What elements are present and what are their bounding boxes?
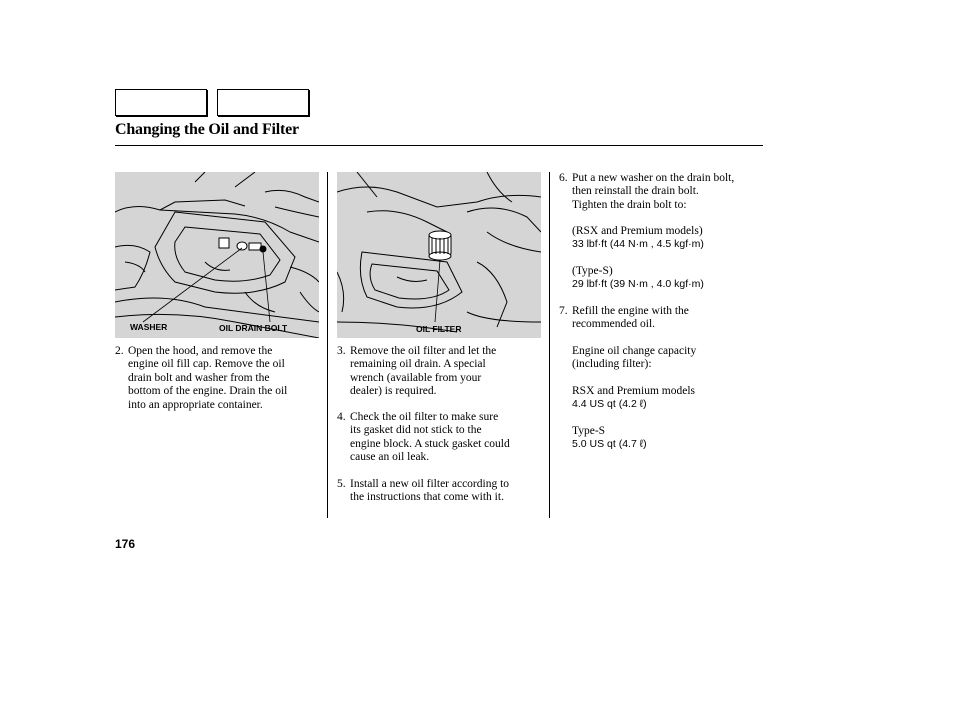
step-line: drain bolt and washer from the [128,371,270,384]
drain-bolt-illustration [115,172,319,338]
torque-rsx [572,225,704,252]
nav-tab-box[interactable] [217,89,309,116]
capacity-rsx [572,385,695,412]
step-line: wrench (available from your [350,371,482,384]
oil-filter-label: OIL FILTER [416,324,462,334]
step-line: Install a new oil filter according to [350,478,510,490]
step-line: then reinstall the drain bolt. [572,185,699,198]
step-line: dealer) is required. [350,385,437,398]
step-line: recommended oil. [572,318,656,331]
step-number: 4. [337,411,346,423]
capacity-types-value: 5.0 US qt (4.7 ℓ) [572,438,647,451]
torque-rsx-label: (RSX and Premium models) [572,225,703,237]
step-line: Refill the engine with the [572,305,689,317]
step-7 [559,305,774,332]
torque-types [572,265,704,292]
oil-filter-illustration [337,172,541,338]
engine-underside-drawing [115,172,319,338]
step-number: 6. [559,172,568,184]
page-title: Changing the Oil and Filter [115,121,299,138]
capacity-rsx-label: RSX and Premium models [572,385,695,397]
capacity-rsx-value: 4.4 US qt (4.2 ℓ) [572,398,647,411]
capacity-heading-line: (including filter): [572,358,652,371]
step-line: cause an oil leak. [350,451,430,464]
step-line: into an appropriate container. [128,398,263,411]
capacity-types [572,425,647,452]
step-4 [337,411,547,465]
capacity-heading [572,345,696,372]
torque-rsx-value: 33 lbf·ft (44 N·m , 4.5 kgf·m) [572,238,704,251]
nav-tab-box[interactable] [115,89,207,116]
step-line: Tighten the drain bolt to: [572,198,687,211]
step-line: remaining oil drain. A special [350,358,486,371]
page-number: 176 [115,537,136,551]
capacity-heading-line: Engine oil change capacity [572,345,697,357]
column-divider [549,172,550,518]
step-2 [115,345,325,412]
capacity-types-label: Type-S [572,425,606,437]
torque-types-label: (Type-S) [572,265,613,277]
step-line: bottom of the engine. Drain the oil [128,385,288,398]
step-number: 3. [337,345,346,357]
step-line: the instructions that come with it. [350,491,504,504]
step-line: engine block. A stuck gasket could [350,437,510,450]
oil-filter-drawing [337,172,541,338]
oil-drain-bolt-label: OIL DRAIN BOLT [219,323,288,333]
step-number: 7. [559,305,568,317]
step-6 [559,172,774,212]
torque-types-value: 29 lbf·ft (39 N·m , 4.0 kgf·m) [572,278,704,291]
step-5 [337,478,547,505]
step-line: engine oil fill cap. Remove the oil [128,358,285,371]
step-number: 2. [115,345,124,357]
title-rule [115,145,763,146]
washer-label: WASHER [130,322,168,332]
step-line: Put a new washer on the drain bolt, [572,172,735,184]
step-line: Remove the oil filter and let the [350,345,497,357]
step-3 [337,345,547,399]
step-number: 5. [337,478,346,490]
column-divider [327,172,328,518]
step-line: its gasket did not stick to the [350,424,482,437]
step-line: Check the oil filter to make sure [350,411,499,423]
step-line: Open the hood, and remove the [128,345,273,357]
